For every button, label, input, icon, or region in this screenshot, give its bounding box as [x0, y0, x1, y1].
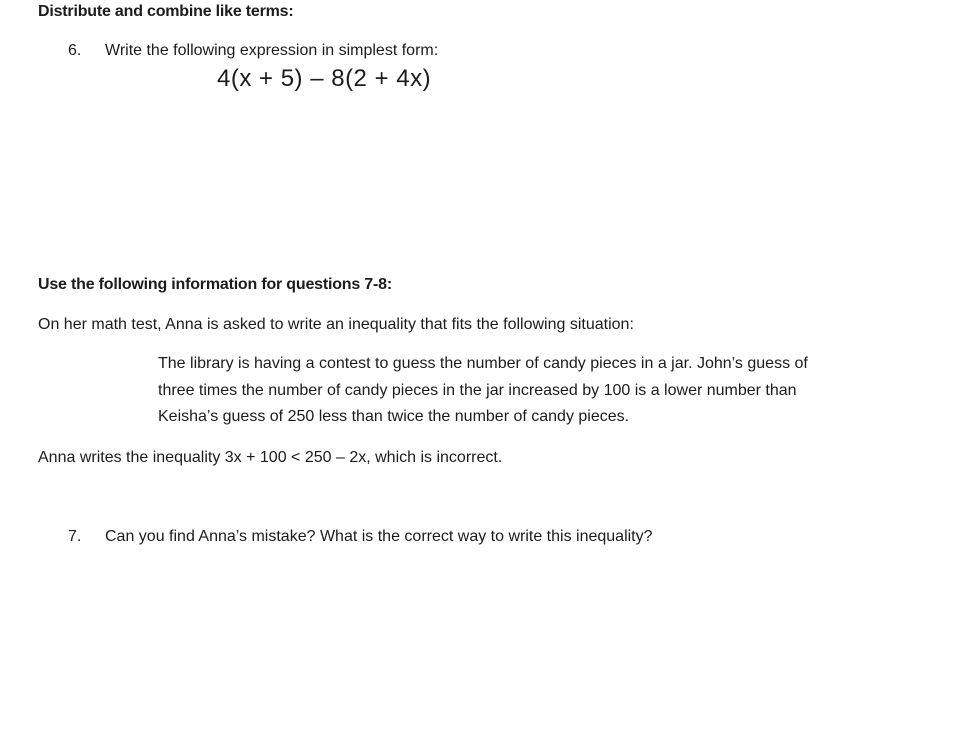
scenario-line: three times the number of candy pieces in the jar increased by 100 is a lower number than [158, 381, 797, 399]
section-distribute-heading: Distribute and combine like terms: [38, 3, 294, 20]
question-7-prompt: Can you find Anna’s mistake? What is the correct way to write this inequality? [105, 528, 653, 545]
scenario-line: The library is having a contest to guess the number of candy pieces in a jar. John’s guess of [158, 355, 808, 372]
scenario-paragraph [158, 351, 808, 431]
anna-statement: Anna writes the inequality 3x + 100 < 250 – 2x, which is incorrect. [38, 449, 503, 466]
question-6-number: 6. [68, 42, 82, 59]
question-7 [68, 527, 653, 547]
scenario-line: Keisha’s guess of 250 less than twice the number of candy pieces. [158, 408, 630, 425]
question-6 [68, 41, 438, 61]
question-6-expression: 4(x + 5) – 8(2 + 4x) [217, 65, 432, 92]
question-7-number: 7. [68, 528, 82, 545]
inequality-intro: On her math test, Anna is asked to write an inequality that fits the following situation: [38, 316, 634, 333]
question-6-prompt: Write the following expression in simplest form: [105, 42, 439, 59]
section-inequality-heading: Use the following information for questions 7-8: [38, 276, 392, 293]
